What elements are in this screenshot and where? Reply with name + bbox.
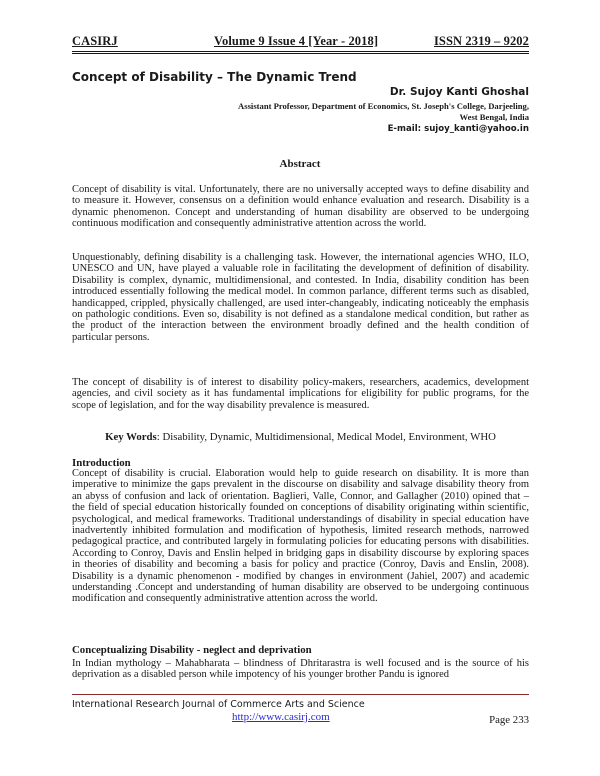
abstract-heading: Abstract xyxy=(279,158,321,170)
abstract-paragraph-2 xyxy=(72,252,529,343)
keywords-list: : Disability, Dynamic, Multidimensional, Medical Model, Environment, WHO xyxy=(156,431,496,443)
header-rule xyxy=(72,51,529,52)
footer-journal: International Research Journal of Commerce Arts and Science xyxy=(72,699,365,710)
section-heading: Conceptualizing Disability - neglect and deprivation xyxy=(72,644,312,656)
header-volume: Volume 9 Issue 4 [Year - 2018] xyxy=(214,34,379,48)
author-email: E-mail: sujoy_kanti@yahoo.in xyxy=(387,124,529,134)
section-paragraph xyxy=(72,658,529,681)
page-number: Page 233 xyxy=(489,714,529,726)
author-affiliation: Assistant Professor, Department of Economics, St. Joseph's College, Darjeeling, xyxy=(238,101,529,111)
abstract-text: Unquestionably, defining disability is a challenging task. However, the international agencies WHO, ILO, UNESCO and UN, have played a valuable role in facilitating the development of definition of disability. Disability is complex, dynamic, multidimensional, and contested. In India, disability condition has been introduced essentially following the medical model. In common parlance, different terms such as disabled, handicapped, crippled, physically challenged, are used inter-changeably, indicating noticeably the emphasis on pathologic conditions. Even so, disability is not defined as a standalone medical condition, but rather as the product of the interaction between the environment broadly defined and the health condition of particular persons. xyxy=(72,252,529,343)
introduction-paragraph xyxy=(72,468,529,605)
author-name: Dr. Sujoy Kanti Ghoshal xyxy=(389,86,529,98)
author-location: West Bengal, India xyxy=(459,112,529,122)
footer-rule xyxy=(72,694,529,695)
article-title: Concept of Disability – The Dynamic Trend xyxy=(72,70,357,84)
introduction-heading: Introduction xyxy=(72,457,131,469)
abstract-text: The concept of disability is of interest to disability policy-makers, researchers, academics, development agencies, and civil society as it has fundamental implications for eligibility for public programs, for the scope of legislation, and for the way disability prevalence is measured. xyxy=(72,377,529,411)
keywords xyxy=(72,431,529,443)
keywords-label: Key Words xyxy=(105,431,157,443)
abstract-text: Concept of disability is vital. Unfortunately, there are no universally accepted ways to define disability and to measure it. However, consensus on a definition would enhance evaluation and research. Disability is a dynamic phenomenon. Concept and understanding of human disability are observed to be undergoing continuous modification and consequently administrative attention across the world. xyxy=(72,184,529,230)
abstract-paragraph-3 xyxy=(72,377,529,411)
running-header xyxy=(72,34,529,50)
abstract-paragraph-1 xyxy=(72,184,529,230)
header-rule-secondary xyxy=(72,53,529,54)
footer-link[interactable]: http://www.casirj.com xyxy=(232,711,330,723)
section-text: In Indian mythology – Mahabharata – blindness of Dhritarastra is well focused and is the source of his deprivation as a disabled person while impotency of his younger brother Pandu is ignored xyxy=(72,658,529,681)
header-issn: ISSN 2319 – 9202 xyxy=(433,34,529,48)
header-journal: CASIRJ xyxy=(72,34,118,48)
introduction-text: Concept of disability is crucial. Elaboration would help to guide research on disability. It is more than imperative to minimize the gaps prevalent in the discourse on disability and salvage disability theory from an abyss of confusion and lack of orientation. Baglieri, Valle, Connor, and Gallagher (2010) opined that – the field of special education historically founded on conceptions of disability originating within scientific, psychological, and medical frameworks. Traditional understandings of disability in special education have inadvertently inhibited formulation and modification of hypothesis, limited research methods, narrowed pedagogical practice, and contributed largely in formulating policies for educating persons with disabilities. According to Conroy, Davis and Enslin helped in bridging gaps in disability discourse by exploring spaces in theories of disability and becoming a basis for policy and practice (Conroy, Davis and Enslin, 2008). Disability is a dynamic phenomenon - modified by changes in environment (Jahiel, 2007) and academic understanding .Concept and understanding of human disability are observed to be undergoing continuous modification and consequently administrative attention across the world. xyxy=(72,468,529,605)
